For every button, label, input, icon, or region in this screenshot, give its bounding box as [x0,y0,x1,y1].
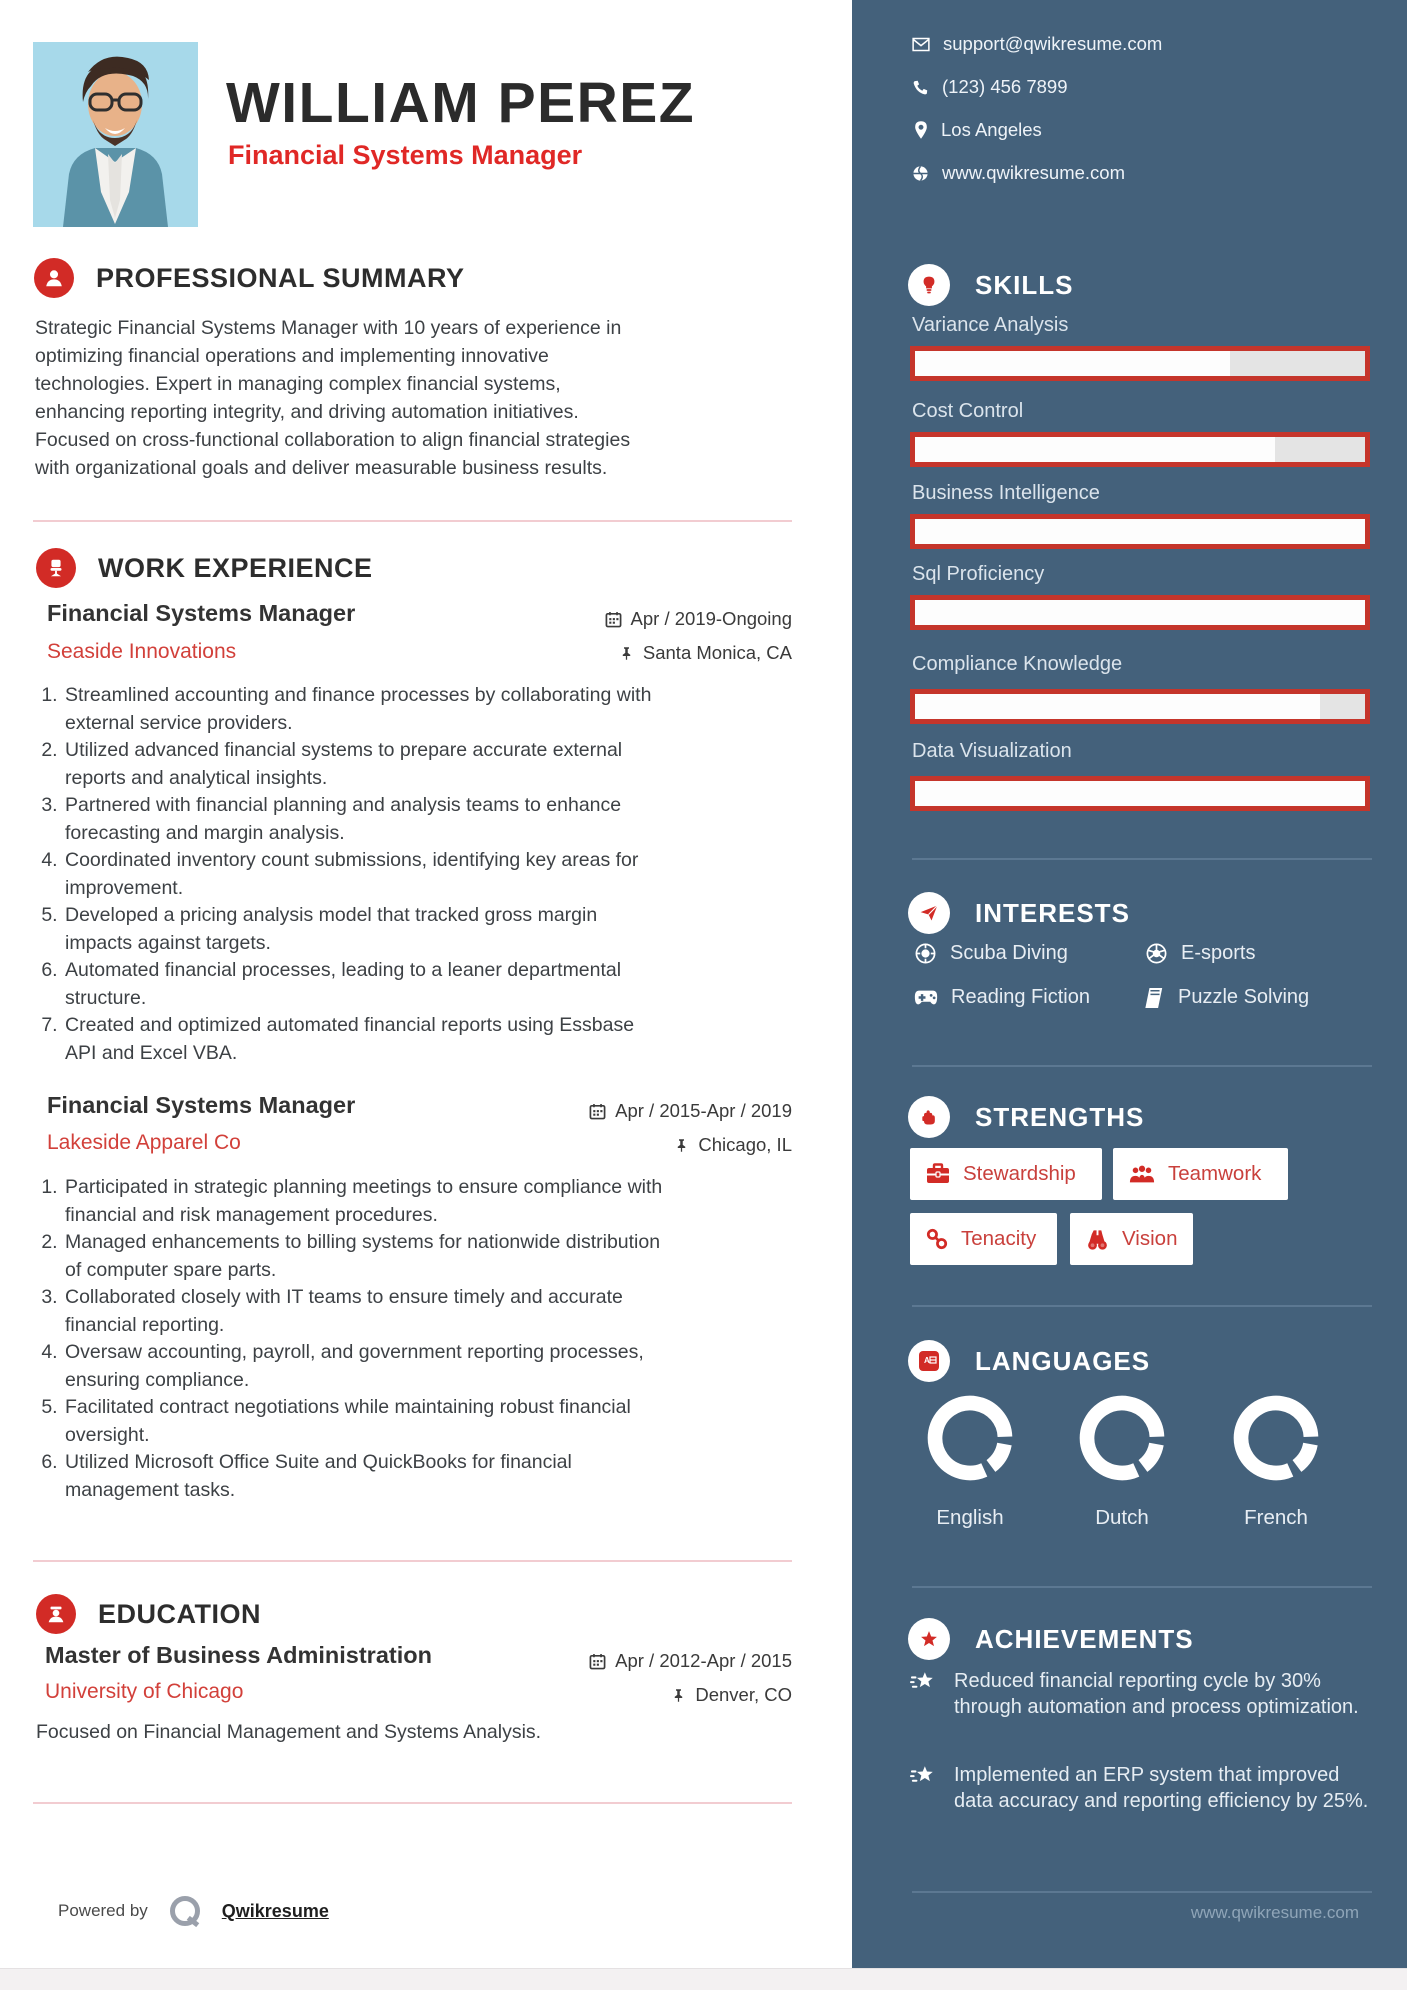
person-icon [34,258,74,298]
divider [912,858,1372,860]
strength-label: Teamwork [1168,1162,1262,1185]
list-item: 4. Oversaw accounting, payroll, and government reporting processes, ensuring compliance. [63,1339,663,1394]
calendar-icon [589,1653,606,1670]
candidate-name: WILLIAM PEREZ [226,71,696,135]
contact-location [914,119,1042,141]
section-achievements [908,1618,1194,1660]
section-title: INTERESTS [975,897,1130,928]
section-title: PROFESSIONAL SUMMARY [96,262,465,293]
section-title: LANGUAGES [975,1345,1151,1376]
language-donut-french [1230,1392,1322,1484]
language-donut-dutch [1076,1392,1168,1484]
divider [912,1586,1372,1588]
list-item: 3. Partnered with financial planning and analysis teams to enhance forecasting and margin analysis. [63,792,663,847]
translate-icon [908,1340,950,1382]
candidate-title: Financial Systems Manager [228,140,583,170]
list-item: 2. Utilized advanced financial systems to prepare accurate external reports and analytical insights. [63,737,663,792]
interest-label: Puzzle Solving [1178,986,1310,1008]
interest-item [914,942,1068,965]
pushpin-icon [619,645,634,662]
school-name: University of Chicago [45,1680,244,1703]
pushpin-icon [674,1137,689,1154]
skill-label: Sql Proficiency [912,563,1045,585]
interest-item [1145,942,1255,965]
ball-icon [1145,942,1168,965]
briefcase-icon [926,1163,950,1185]
strength-chip [1070,1213,1193,1265]
achievement-text: Reduced financial reporting cycle by 30% through automation and process optimization. [954,1670,1359,1718]
star-icon [908,1618,950,1660]
list-item: 6. Automated financial processes, leading to a leaner departmental structure. [63,957,663,1012]
education-location: Denver, CO [695,1684,792,1705]
list-item: 4. Coordinated inventory count submissions, identifying key areas for improvement. [63,847,663,902]
calendar-icon [605,611,622,628]
skill-bar-fill [915,781,1365,806]
contact-phone[interactable] [912,76,1068,98]
book-icon [1145,987,1165,1009]
gamepad-icon [914,989,938,1006]
page-bottom-strip [0,1968,1407,1990]
divider [33,520,792,522]
phone-icon [912,79,929,96]
skill-bar [910,689,1370,724]
section-education [36,1594,261,1634]
language-label: English [936,1506,1004,1529]
job-location: Santa Monica, CA [642,642,792,663]
job-company: Lakeside Apparel Co [47,1131,241,1154]
section-title: ACHIEVEMENTS [975,1623,1194,1654]
job-date-location [605,606,792,674]
section-languages [908,1340,1150,1382]
job-date-location [589,1098,792,1166]
section-title: EDUCATION [98,1598,261,1629]
divider [33,1560,792,1562]
map-pin-icon [914,121,928,139]
section-title: STRENGTHS [975,1101,1145,1132]
divider [912,1305,1372,1307]
contact-phone-text: (123) 456 7899 [942,76,1068,97]
helm-ball-icon [914,942,937,965]
skill-bar-fill [915,437,1275,462]
shooting-star-icon [910,1670,936,1694]
calendar-icon [589,1103,606,1120]
section-title: SKILLS [975,269,1074,300]
strength-chip [910,1148,1102,1200]
job-duties-list [36,1174,663,1504]
list-item: 6. Utilized Microsoft Office Suite and QuickBooks for financial management tasks. [63,1449,663,1504]
job-title: Financial Systems Manager [47,1092,356,1118]
section-title: WORK EXPERIENCE [98,552,373,583]
job-company: Seaside Innovations [47,640,237,663]
strength-label: Tenacity [961,1227,1037,1250]
footer [58,1896,329,1926]
contact-website-text: www.qwikresume.com [942,162,1125,183]
list-item: 5. Facilitated contract negotiations while maintaining robust financial oversight. [63,1394,663,1449]
binoculars-icon [1086,1229,1109,1250]
skill-label: Cost Control [912,400,1024,422]
interest-label: E-sports [1181,942,1256,964]
strength-label: Vision [1122,1227,1178,1250]
list-item: 1. Participated in strategic planning meetings to ensure compliance with financial and risk management procedures. [63,1174,663,1229]
sidebar-panel [852,0,1407,1968]
skill-bar [910,432,1370,467]
qwikresume-logo-icon [170,1896,200,1926]
skill-label: Variance Analysis [912,314,1069,336]
section-strengths [908,1096,1144,1138]
skill-label: Business Intelligence [912,482,1100,504]
envelope-icon [912,37,930,52]
skill-bar-fill [915,694,1320,719]
strength-chip [1113,1148,1288,1200]
svg-text:A: A [924,1356,930,1365]
strength-label: Stewardship [963,1162,1076,1185]
globe-icon [912,165,929,182]
achievement-text: Implemented an ERP system that improved data accuracy and reporting efficiency by 25%. [954,1764,1369,1812]
paper-plane-icon [908,892,950,934]
site-url[interactable]: www.qwikresume.com [1190,1903,1359,1922]
section-work-experience [36,548,373,588]
section-interests [908,892,1130,934]
contact-email-text: support@qwikresume.com [943,33,1163,54]
office-chair-icon [36,548,76,588]
divider [912,1065,1372,1067]
language-label: French [1244,1506,1308,1529]
language-donut-english [924,1392,1016,1484]
degree-title: Master of Business Administration [45,1642,432,1668]
job-duties-list [36,682,663,1067]
list-item: 2. Managed enhancements to billing systems for nationwide distribution of computer spare parts. [63,1229,663,1284]
skill-bar-fill [915,351,1230,376]
job-date: Apr / 2015-Apr / 2019 [615,1100,792,1121]
list-item: 3. Collaborated closely with IT teams to ensure timely and accurate financial reporting. [63,1284,663,1339]
chain-icon [926,1228,948,1250]
skill-bar-fill [915,600,1365,625]
team-icon [1129,1163,1155,1185]
skill-bar [910,346,1370,381]
contact-email[interactable] [912,33,1162,55]
strength-chip [910,1213,1057,1265]
achievement-item [910,1668,1376,1720]
divider [912,1891,1372,1893]
language-label: Dutch [1095,1506,1149,1529]
interest-item [1145,986,1309,1009]
skill-bar [910,595,1370,630]
interest-label: Reading Fiction [951,986,1090,1008]
contact-location-text: Los Angeles [941,119,1042,140]
skill-bar [910,514,1370,549]
profile-photo [33,42,198,227]
shooting-star-icon [910,1764,936,1788]
skill-label: Compliance Knowledge [912,653,1123,675]
summary-text: Strategic Financial Systems Manager with 10 years of experience in optimizing financial operations and implementing innovative technologies. Expert in managing complex financial systems, enhancing reporting integrity, and driving automation initiatives. Focused on cross-functional collaboration to align financial strategies with organizational goals and deliver measurable business results. [35,317,631,479]
list-item: 7. Created and optimized automated financial reports using Essbase API and Excel VBA. [63,1012,663,1067]
education-date: Apr / 2012-Apr / 2015 [615,1650,792,1671]
job-date: Apr / 2019-Ongoing [630,608,792,629]
section-professional-summary [34,258,465,298]
list-item: 5. Developed a pricing analysis model that tracked gross margin impacts against targets. [63,902,663,957]
lightbulb-icon [908,264,950,306]
section-skills [908,264,1073,306]
divider [33,1802,792,1804]
education-date-location [589,1648,792,1716]
achievement-item [910,1762,1376,1814]
interest-item [914,986,1090,1009]
education-description: Focused on Financial Management and Systems Analysis. [36,1721,542,1743]
skill-bar [910,776,1370,811]
contact-website[interactable] [912,162,1125,184]
job-title: Financial Systems Manager [47,600,356,626]
skill-label: Data Visualization [912,740,1072,762]
powered-by-label: Powered by [58,1901,148,1920]
graduate-icon [36,1594,76,1634]
job-location: Chicago, IL [698,1134,792,1155]
skill-bar-fill [915,519,1365,544]
interest-label: Scuba Diving [950,942,1068,964]
qwikresume-link[interactable]: Qwikresume [221,1900,329,1921]
list-item: 1. Streamlined accounting and finance processes by collaborating with external service providers. [63,682,663,737]
fist-icon [908,1096,950,1138]
pushpin-icon [671,1687,686,1704]
